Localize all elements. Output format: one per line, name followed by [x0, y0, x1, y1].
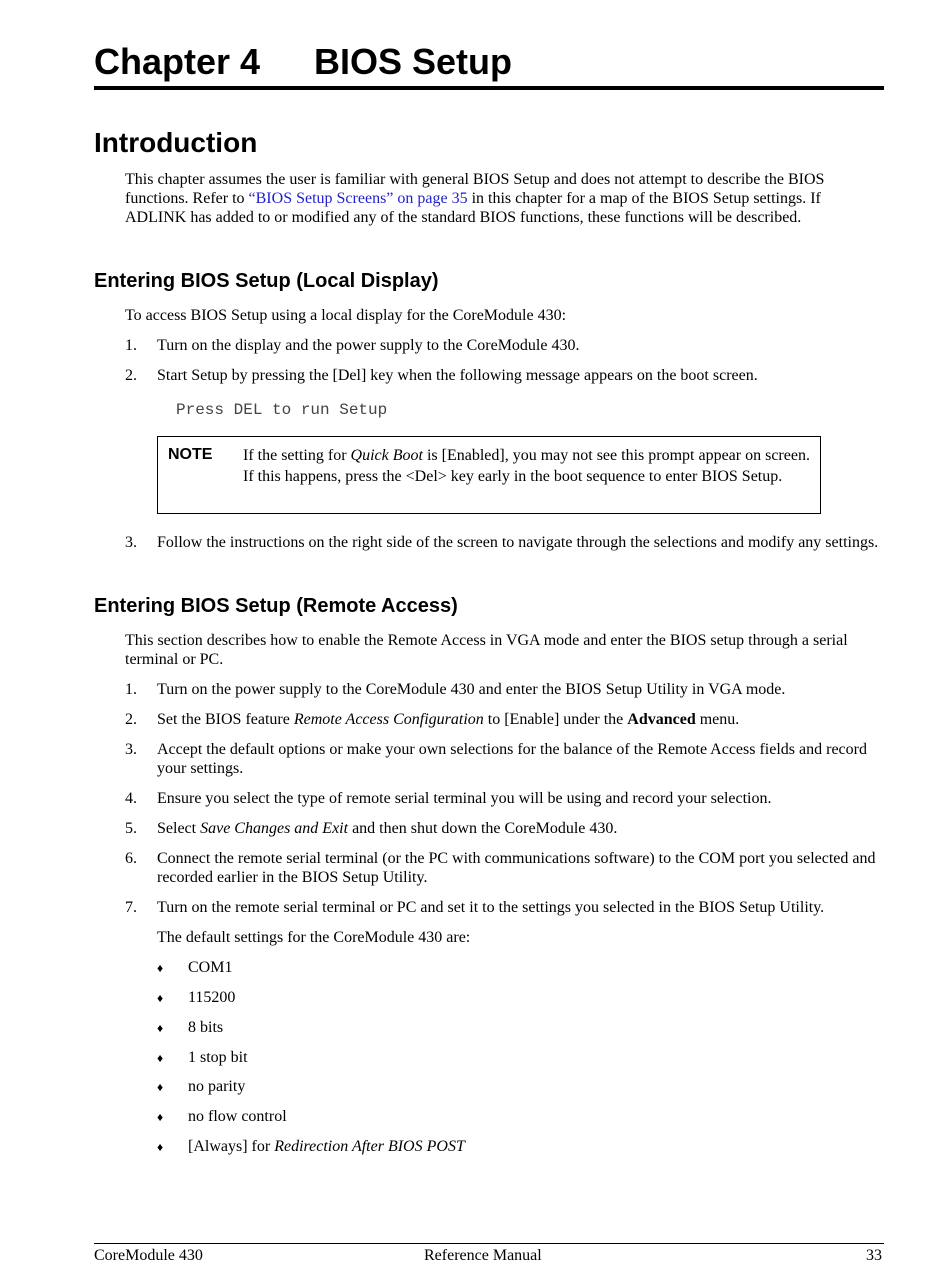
local-display-heading: Entering BIOS Setup (Local Display) [94, 270, 439, 292]
note-text-end: is [Enabled], you may not see this prompt appear on screen. If this happens, press the <Del> key early in the boot sequence to enter BIOS Setup. [243, 447, 810, 485]
bullet-text: 115200 [188, 989, 236, 1006]
local-lead-paragraph: To access BIOS Setup using a local display for the CoreModule 430: [125, 307, 567, 324]
step-number: 3. [125, 534, 137, 551]
step-number: 3. [125, 741, 137, 758]
diamond-bullet-icon: ♦ [157, 1051, 164, 1065]
defaults-lead: The default settings for the CoreModule 430 are: [157, 929, 471, 946]
remote-access-config-term: Remote Access Configuration [293, 711, 484, 728]
diamond-bullet-icon: ♦ [157, 961, 164, 975]
step-number: 5. [125, 820, 137, 837]
footer-product: CoreModule 430 [94, 1247, 203, 1264]
bullet-text: no flow control [188, 1108, 287, 1125]
remote-lead-paragraph: This section describes how to enable the Remote Access in VGA mode and enter the BIOS setup through a serial terminal or PC. [125, 632, 848, 668]
redirection-term: Redirection After BIOS POST [274, 1138, 465, 1155]
note-text [243, 445, 813, 487]
step-text: Start Setup by pressing the [Del] key when the following message appears on the boot screen. [157, 367, 758, 384]
step-text: Follow the instructions on the right side of the screen to navigate through the selections and modify any settings. [157, 534, 879, 551]
bullet-text-start: [Always] for [188, 1138, 275, 1155]
diamond-bullet-icon: ♦ [157, 1080, 164, 1094]
save-changes-exit-term: Save Changes and Exit [200, 820, 349, 837]
bullet-text [188, 1137, 465, 1156]
step-text: Accept the default options or make your own selections for the balance of the Remote Access fields and record your settings. [157, 741, 867, 777]
note-box [157, 436, 821, 514]
step-number: 7. [125, 899, 137, 916]
step-text-middle: to [Enable] under the [483, 711, 628, 728]
introduction-heading: Introduction [94, 127, 258, 158]
step-text: Turn on the display and the power supply to the CoreModule 430. [157, 337, 580, 354]
bios-setup-screens-link[interactable]: “BIOS Setup Screens” on page 35 [248, 190, 468, 207]
introduction-paragraph [125, 170, 885, 227]
intro-text-start: This chapter assumes the user is familiar with general BIOS Setup and does not attempt to describe the BIOS functions. Refer to [125, 171, 825, 207]
chapter-number: Chapter 4 [94, 41, 261, 82]
note-text-start: If the setting for [243, 447, 351, 464]
step-number: 2. [125, 711, 137, 728]
remote-access-heading: Entering BIOS Setup (Remote Access) [94, 595, 458, 617]
chapter-heading [94, 40, 884, 90]
step-text: Ensure you select the type of remote serial terminal you will be using and record your selection. [157, 790, 772, 807]
chapter-title: BIOS Setup [314, 41, 513, 82]
bullet-text: 8 bits [188, 1019, 224, 1036]
quick-boot-term: Quick Boot [350, 447, 423, 464]
step-number: 4. [125, 790, 137, 807]
step-text: Connect the remote serial terminal (or the PC with communications software) to the COM port you selected and recorded earlier in the BIOS Setup Utility. [157, 850, 876, 886]
step-text-start: Select [157, 820, 201, 837]
step-text [157, 819, 887, 838]
step-number: 1. [125, 337, 137, 354]
footer-document-title: Reference Manual [424, 1247, 542, 1264]
bullet-text: no parity [188, 1078, 246, 1095]
diamond-bullet-icon: ♦ [157, 1140, 164, 1154]
diamond-bullet-icon: ♦ [157, 1110, 164, 1124]
step-number: 1. [125, 681, 137, 698]
diamond-bullet-icon: ♦ [157, 991, 164, 1005]
bullet-text: 1 stop bit [188, 1049, 248, 1066]
step-text-end: menu. [695, 711, 740, 728]
step-text-start: Set the BIOS feature [157, 711, 294, 728]
boot-message-code: Press DEL to run Setup [176, 401, 388, 419]
step-text-end: and then shut down the CoreModule 430. [348, 820, 618, 837]
diamond-bullet-icon: ♦ [157, 1021, 164, 1035]
step-text: Turn on the remote serial terminal or PC and set it to the settings you selected in the BIOS Setup Utility. [157, 899, 825, 916]
step-text: Turn on the power supply to the CoreModule 430 and enter the BIOS Setup Utility in VGA mode. [157, 681, 786, 698]
page-number: 33 [866, 1247, 882, 1264]
step-number: 2. [125, 367, 137, 384]
step-number: 6. [125, 850, 137, 867]
footer-divider [94, 1243, 884, 1244]
intro-text-end: in this chapter for a map of the BIOS Setup settings. If ADLINK has added to or modified any of the standard BIOS functions, these functions will be described. [125, 190, 821, 226]
bullet-text: COM1 [188, 959, 233, 976]
advanced-menu-term: Advanced [627, 711, 696, 728]
step-text [157, 710, 887, 729]
note-label: NOTE [168, 446, 213, 463]
